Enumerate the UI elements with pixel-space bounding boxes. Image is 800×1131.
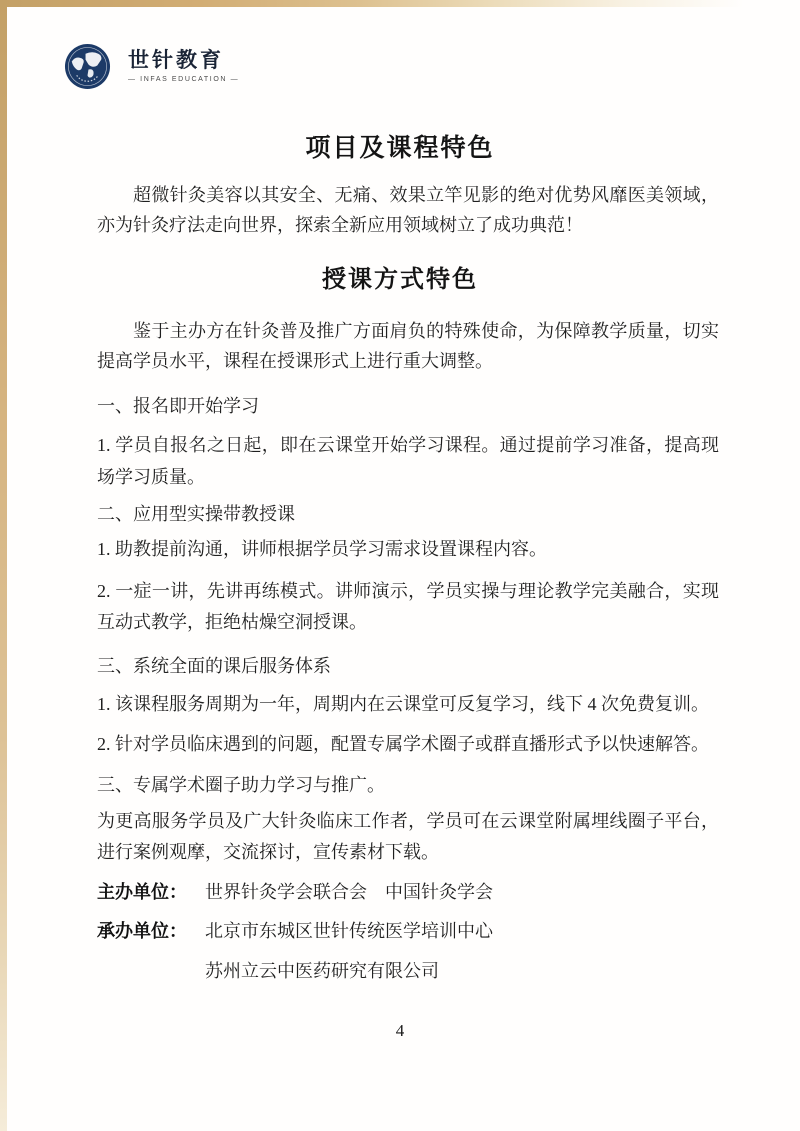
scan-edge-left bbox=[0, 0, 7, 1131]
organizer-row-undertaker bbox=[97, 917, 737, 943]
intro-paragraph-2: 鉴于主办方在针灸普及推广方面肩负的特殊使命，为保障教学质量，切实提高学员水平，课程在授课形式上进行重大调整。 bbox=[97, 321, 719, 371]
organizer-row-undertaker-2 bbox=[97, 957, 737, 983]
scan-edge-top bbox=[0, 0, 800, 7]
section-title-project-features: 项目及课程特色 bbox=[305, 134, 495, 162]
list-item: 1. 学员自报名之日起，即在云课堂开始学习课程。通过提前学习准备，提高现场学习质量。 bbox=[97, 435, 719, 487]
list-item: 2. 一症一讲，先讲再练模式。讲师演示，学员实操与理论教学完美融合，实现互动式教学，拒绝枯燥空洞授课。 bbox=[97, 581, 719, 632]
section-title-teaching-features: 授课方式特色 bbox=[322, 266, 478, 293]
list-item: 三、专属学术圈子助力学习与推广。 bbox=[97, 775, 385, 795]
list-item: 二、应用型实操带教授课 bbox=[97, 504, 295, 524]
organizer-row-host bbox=[97, 878, 737, 904]
organizer-label: 承办单位： bbox=[97, 921, 187, 941]
organizer-label bbox=[97, 957, 205, 983]
list-item: 1. 助教提前沟通，讲师根据学员学习需求设置课程内容。 bbox=[97, 539, 547, 559]
logo-name-en: — INFAS EDUCATION — bbox=[128, 76, 240, 83]
globe-logo-icon bbox=[64, 43, 111, 90]
logo-name-cn: 世针教育 bbox=[128, 49, 224, 72]
list-item: 三、系统全面的课后服务体系 bbox=[97, 656, 331, 676]
list-item: 2. 针对学员临床遇到的问题，配置专属学术圈子或群直播形式予以快速解答。 bbox=[97, 734, 709, 754]
organizer-label: 主办单位： bbox=[97, 882, 187, 902]
list-item: 为更高服务学员及广大针灸临床工作者，学员可在云课堂附属埋线圈子平台，进行案例观摩，交流探讨，宣传素材下载。 bbox=[97, 811, 719, 862]
organizer-value: 北京市东城区世针传统医学培训中心 bbox=[205, 921, 493, 941]
logo-text bbox=[128, 50, 239, 83]
page-number: 4 bbox=[395, 1021, 405, 1040]
organizer-value: 苏州立云中医药研究有限公司 bbox=[205, 961, 439, 981]
logo bbox=[64, 43, 239, 90]
intro-paragraph-1: 超微针灸美容以其安全、无痛、效果立竿见影的绝对优势风靡医美领域，亦为针灸疗法走向世界，探索全新应用领域树立了成功典范！ bbox=[97, 185, 719, 235]
list-item: 一、报名即开始学习 bbox=[97, 396, 259, 416]
organizer-value: 世界针灸学会联合会 中国针灸学会 bbox=[205, 882, 493, 902]
list-item: 1. 该课程服务周期为一年，周期内在云课堂可反复学习，线下 4 次免费复训。 bbox=[97, 694, 709, 714]
